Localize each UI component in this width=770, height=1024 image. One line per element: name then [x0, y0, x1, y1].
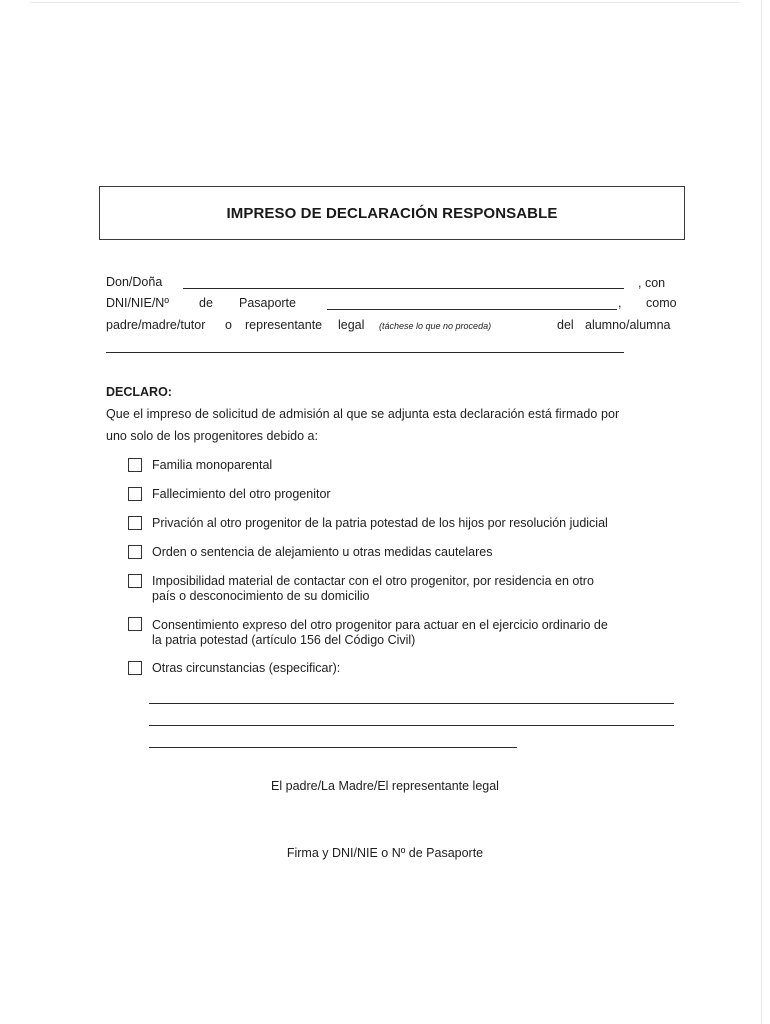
de-label: de [199, 296, 213, 310]
del-label: del [557, 318, 574, 332]
option-imposibilidad-line-1: Imposibilidad material de contactar con el otro progenitor, por residencia en otro [152, 574, 594, 588]
option-orden-alejamiento: Orden o sentencia de alejamiento u otras medidas cautelares [152, 545, 493, 559]
specify-line-1[interactable] [149, 703, 674, 704]
checkbox-privacion[interactable] [128, 516, 142, 530]
checkbox-imposibilidad[interactable] [128, 574, 142, 588]
student-field-line[interactable] [106, 352, 624, 353]
specify-line-3[interactable] [149, 747, 517, 748]
signature-role: El padre/La Madre/El representante legal [271, 779, 499, 793]
option-consentimiento-line-2: la patria potestad (artículo 156 del Código Civil) [152, 633, 416, 647]
declaro-line-2: uno solo de los progenitores debido a: [106, 429, 318, 443]
checkbox-otras[interactable] [128, 661, 142, 675]
option-familia-monoparental: Familia monoparental [152, 458, 273, 472]
declaro-line-1: Que el impreso de solicitud de admisión al que se adjunta esta declaración está firmado por [106, 407, 620, 421]
option-otras: Otras circunstancias (especificar): [152, 661, 341, 675]
option-fallecimiento: Fallecimiento del otro progenitor [152, 487, 331, 501]
declaro-heading: DECLARO: [106, 385, 172, 399]
pasaporte-label: Pasaporte [239, 296, 296, 310]
checkbox-orden-alejamiento[interactable] [128, 545, 142, 559]
name-label: Don/Doña [106, 275, 163, 289]
checkbox-consentimiento[interactable] [128, 617, 142, 631]
option-privacion: Privación al otro progenitor de la patria potestad de los hijos por resolución judicial [152, 516, 608, 530]
comma-mark: , [618, 296, 622, 310]
specify-line-2[interactable] [149, 725, 674, 726]
option-consentimiento-line-1: Consentimiento expreso del otro progenitor para actuar en el ejercicio ordinario de [152, 618, 608, 632]
con-label: , con [638, 276, 666, 290]
alumno-label: alumno/alumna [585, 318, 671, 332]
legal-label: legal [338, 318, 365, 332]
signature-firma: Firma y DNI/NIE o Nº de Pasaporte [286, 846, 484, 860]
option-imposibilidad-line-2: país o desconocimiento de su domicilio [152, 589, 370, 603]
page-edge-top [30, 2, 740, 3]
tachese-note: (táchese lo que no proceda) [379, 321, 492, 331]
title-box [99, 186, 685, 240]
page-edge-right [761, 0, 762, 1024]
checkbox-fallecimiento[interactable] [128, 487, 142, 501]
dni-label: DNI/NIE/Nº [106, 296, 169, 310]
padre-label: padre/madre/tutor [106, 318, 206, 332]
o-label: o [225, 318, 232, 332]
checkbox-familia-monoparental[interactable] [128, 458, 142, 472]
name-field-line[interactable] [183, 288, 624, 289]
document-title: IMPRESO DE DECLARACIÓN RESPONSABLE [226, 204, 558, 222]
representante-label: representante [245, 318, 323, 332]
dni-field-line[interactable] [327, 309, 617, 310]
como-label: como [646, 296, 677, 310]
